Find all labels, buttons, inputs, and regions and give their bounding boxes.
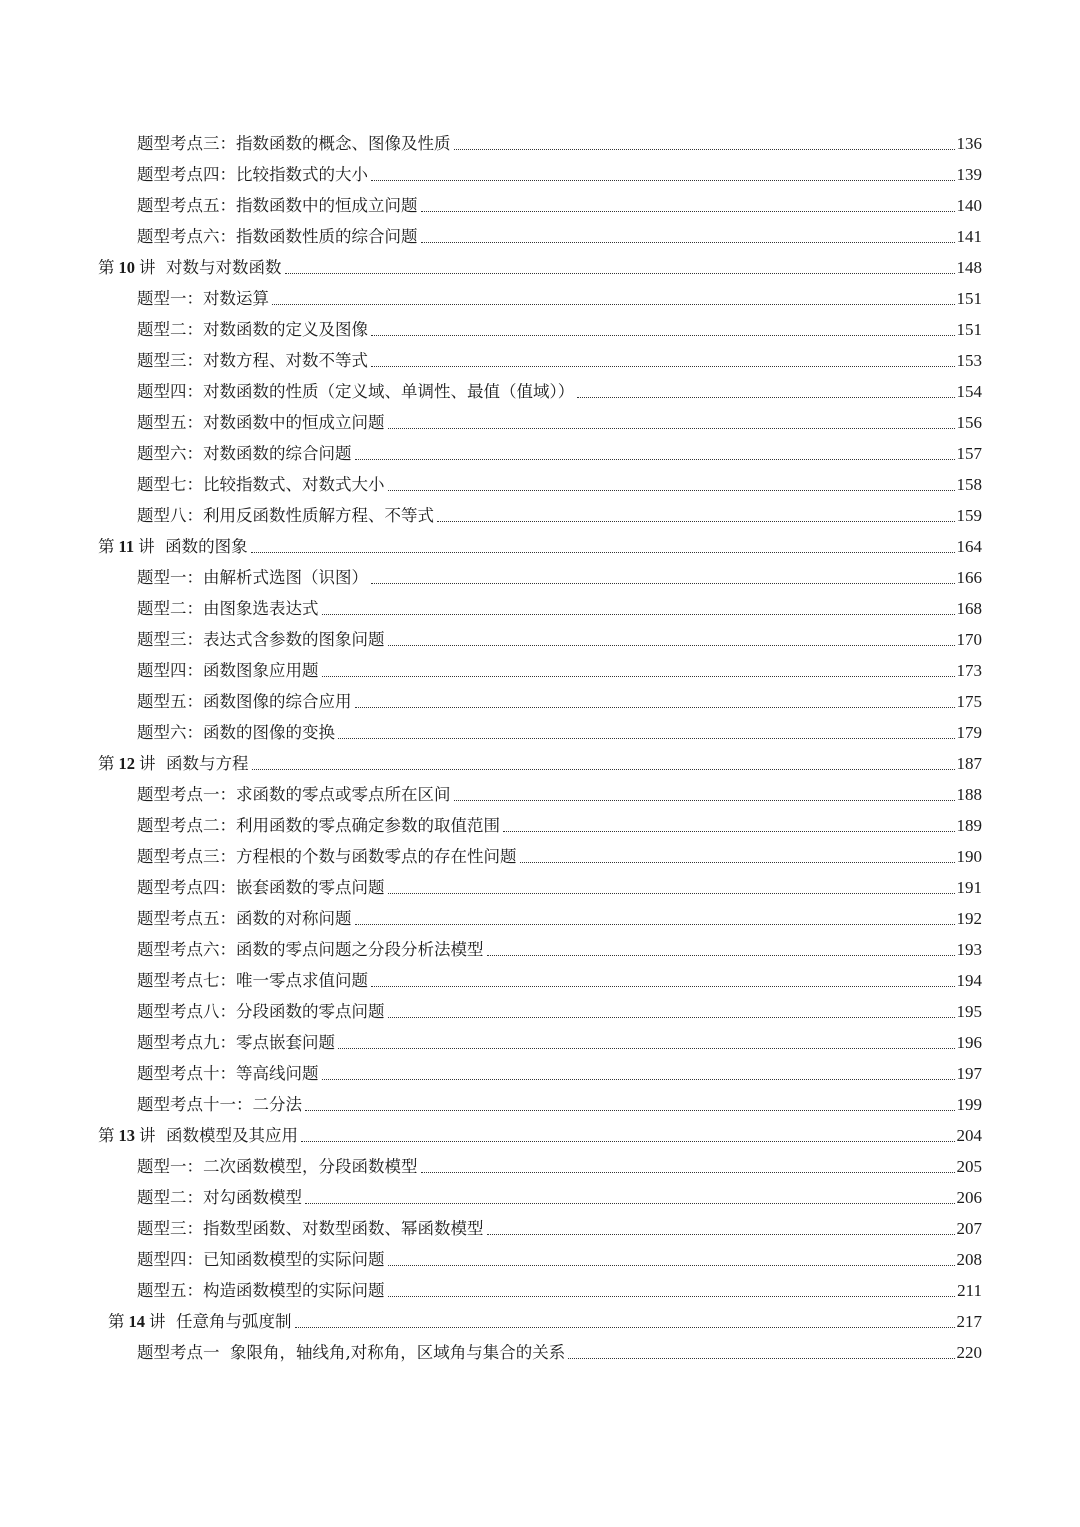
chapter-title [108,1306,292,1337]
toc-chapter-entry[interactable] [0,252,1080,283]
dot-leader [388,1265,955,1266]
page-number: 204 [956,1126,982,1145]
page-number: 173 [956,661,982,680]
toc-section-entry[interactable] [0,810,1080,841]
section-title: 题型四：函数图象应用题 [137,661,319,680]
section-title: 题型八：利用反函数性质解方程、不等式 [137,506,434,525]
chapter-title [98,748,249,779]
toc-chapter-entry[interactable] [0,748,1080,779]
section-title: 题型考点五：指数函数中的恒成立问题 [137,196,418,215]
section-title: 题型考点九：零点嵌套问题 [137,1033,335,1052]
chapter-title [98,1120,298,1151]
dot-leader [421,1172,955,1173]
dot-leader [338,738,955,739]
page-number: 192 [956,909,982,928]
section-title: 题型六：对数函数的综合问题 [137,444,352,463]
toc-chapter-entry[interactable] [0,1120,1080,1151]
dot-leader [388,1017,955,1018]
dot-leader [322,614,955,615]
table-of-contents [0,128,1080,1368]
dot-leader [272,304,955,305]
page-number: 154 [956,382,982,401]
section-title: 题型考点四：比较指数式的大小 [137,165,368,184]
page-number: 208 [956,1250,982,1269]
dot-leader [487,955,955,956]
toc-section-entry[interactable] [0,996,1080,1027]
chapter-prefix: 第 [98,537,115,556]
page-number: 179 [956,723,982,742]
section-title: 题型考点三：方程根的个数与函数零点的存在性问题 [137,847,517,866]
dot-leader [388,490,955,491]
page-number: 207 [956,1219,982,1238]
toc-section-entry[interactable] [0,407,1080,438]
dot-leader [355,924,955,925]
section-title: 题型考点一 象限角，轴线角,对称角，区域角与集合的关系 [137,1343,566,1362]
page-number: 166 [956,568,982,587]
section-title: 题型三：表达式含参数的图象问题 [137,630,385,649]
toc-section-entry[interactable] [0,283,1080,314]
dot-leader [388,428,955,429]
section-title: 题型考点五：函数的对称问题 [137,909,352,928]
toc-section-entry[interactable] [0,655,1080,686]
page-number: 206 [956,1188,982,1207]
dot-leader [305,1110,955,1111]
page-number: 153 [956,351,982,370]
page-number: 140 [956,196,982,215]
dot-leader [355,459,955,460]
dot-leader [252,769,955,770]
dot-leader [520,862,955,863]
chapter-number: 12 [118,754,135,773]
toc-chapter-entry[interactable] [0,1306,1080,1337]
dot-leader [371,986,955,987]
page-number: 164 [956,537,982,556]
toc-section-entry[interactable] [0,1244,1080,1275]
dot-leader [338,1048,955,1049]
chapter-prefix: 第 [98,754,115,773]
page-number: 205 [956,1157,982,1176]
page-number: 170 [956,630,982,649]
toc-section-entry[interactable] [0,500,1080,531]
dot-leader [388,645,955,646]
page-number: 159 [956,506,982,525]
chapter-name: 讲 函数的图象 [138,537,248,556]
toc-section-entry[interactable] [0,345,1080,376]
page-number: 156 [956,413,982,432]
section-title: 题型五：函数图像的综合应用 [137,692,352,711]
dot-leader [503,831,955,832]
dot-leader [454,800,955,801]
section-title: 题型一：由解析式选图（识图） [137,568,368,587]
toc-section-entry[interactable] [0,1058,1080,1089]
page-number: 211 [957,1281,982,1300]
toc-section-entry[interactable] [0,1027,1080,1058]
chapter-name: 讲 函数与方程 [139,754,249,773]
page-number: 175 [956,692,982,711]
page-number: 139 [956,165,982,184]
section-title: 题型二：对数函数的定义及图像 [137,320,368,339]
page-number: 195 [956,1002,982,1021]
section-title: 题型考点八：分段函数的零点问题 [137,1002,385,1021]
chapter-name: 讲 函数模型及其应用 [139,1126,298,1145]
section-title: 题型考点一：求函数的零点或零点所在区间 [137,785,451,804]
section-title: 题型一：对数运算 [137,289,269,308]
section-title: 题型五：构造函数模型的实际问题 [137,1281,385,1300]
dot-leader [487,1234,955,1235]
toc-section-entry[interactable] [0,1089,1080,1120]
dot-leader [301,1141,955,1142]
toc-section-entry[interactable] [0,190,1080,221]
dot-leader [322,1079,955,1080]
chapter-prefix: 第 [108,1312,125,1331]
page-number: 194 [956,971,982,990]
toc-section-entry[interactable] [0,1151,1080,1182]
chapter-number: 10 [118,258,135,277]
dot-leader [371,335,955,336]
page-number: 158 [956,475,982,494]
page-number: 217 [956,1312,982,1331]
dot-leader [295,1327,955,1328]
toc-section-entry[interactable] [0,221,1080,252]
page-number: 157 [956,444,982,463]
dot-leader [577,397,954,398]
dot-leader [437,521,955,522]
dot-leader [371,583,955,584]
toc-section-entry[interactable] [0,438,1080,469]
section-title: 题型一：二次函数模型，分段函数模型 [137,1157,418,1176]
chapter-number: 11 [118,537,135,556]
page-number: 168 [956,599,982,618]
dot-leader [305,1203,955,1204]
section-title: 题型考点四：嵌套函数的零点问题 [137,878,385,897]
chapter-number: 13 [118,1126,135,1145]
page-number: 199 [956,1095,982,1114]
toc-section-entry[interactable] [0,562,1080,593]
toc-section-entry[interactable] [0,159,1080,190]
section-title: 题型六：函数的图像的变换 [137,723,335,742]
toc-section-entry[interactable] [0,128,1080,159]
dot-leader [454,149,955,150]
chapter-title [98,531,248,562]
page-number: 197 [956,1064,982,1083]
toc-section-entry[interactable] [0,779,1080,810]
section-title: 题型考点三：指数函数的概念、图像及性质 [137,134,451,153]
page-number: 151 [956,289,982,308]
dot-leader [251,552,955,553]
page-number: 189 [956,816,982,835]
chapter-prefix: 第 [98,1126,115,1145]
toc-section-entry[interactable] [0,593,1080,624]
section-title: 题型考点十：等高线问题 [137,1064,319,1083]
toc-section-entry[interactable] [0,624,1080,655]
section-title: 题型二：由图象选表达式 [137,599,319,618]
section-title: 题型考点十一：二分法 [137,1095,302,1114]
dot-leader [421,211,955,212]
dot-leader [371,180,955,181]
toc-section-entry[interactable] [0,376,1080,407]
section-title: 题型四：已知函数模型的实际问题 [137,1250,385,1269]
dot-leader [421,242,955,243]
toc-section-entry[interactable] [0,717,1080,748]
page-number: 136 [956,134,982,153]
dot-leader [388,1296,956,1297]
dot-leader [322,676,955,677]
section-title: 题型二：对勾函数模型 [137,1188,302,1207]
section-title: 题型五：对数函数中的恒成立问题 [137,413,385,432]
dot-leader [355,707,955,708]
toc-section-entry[interactable] [0,1213,1080,1244]
dot-leader [371,366,955,367]
toc-section-entry[interactable] [0,1337,1080,1368]
page-number: 151 [956,320,982,339]
page-number: 187 [956,754,982,773]
chapter-name: 讲 任意角与弧度制 [149,1312,292,1331]
chapter-title [98,252,282,283]
page-number: 190 [956,847,982,866]
dot-leader [568,1358,954,1359]
toc-section-entry[interactable] [0,686,1080,717]
section-title: 题型考点六：指数函数性质的综合问题 [137,227,418,246]
chapter-prefix: 第 [98,258,115,277]
section-title: 题型考点六：函数的零点问题之分段分析法模型 [137,940,484,959]
toc-section-entry[interactable] [0,1275,1080,1306]
section-title: 题型考点二：利用函数的零点确定参数的取值范围 [137,816,500,835]
toc-section-entry[interactable] [0,1182,1080,1213]
section-title: 题型七：比较指数式、对数式大小 [137,475,385,494]
toc-section-entry[interactable] [0,965,1080,996]
dot-leader [285,273,955,274]
toc-chapter-entry[interactable] [0,531,1080,562]
dot-leader [388,893,955,894]
chapter-name: 讲 对数与对数函数 [139,258,282,277]
toc-section-entry[interactable] [0,841,1080,872]
page-number: 193 [956,940,982,959]
page-number: 188 [956,785,982,804]
toc-section-entry[interactable] [0,903,1080,934]
section-title: 题型三：指数型函数、对数型函数、幂函数模型 [137,1219,484,1238]
section-title: 题型考点七：唯一零点求值问题 [137,971,368,990]
page-number: 196 [956,1033,982,1052]
toc-section-entry[interactable] [0,934,1080,965]
page-number: 191 [956,878,982,897]
section-title: 题型四：对数函数的性质（定义域、单调性、最值（值域）） [137,382,575,401]
section-title: 题型三：对数方程、对数不等式 [137,351,368,370]
toc-section-entry[interactable] [0,469,1080,500]
toc-section-entry[interactable] [0,314,1080,345]
page-number: 148 [956,258,982,277]
chapter-number: 14 [128,1312,145,1331]
page-number: 141 [956,227,982,246]
page-number: 220 [956,1343,982,1362]
toc-section-entry[interactable] [0,872,1080,903]
